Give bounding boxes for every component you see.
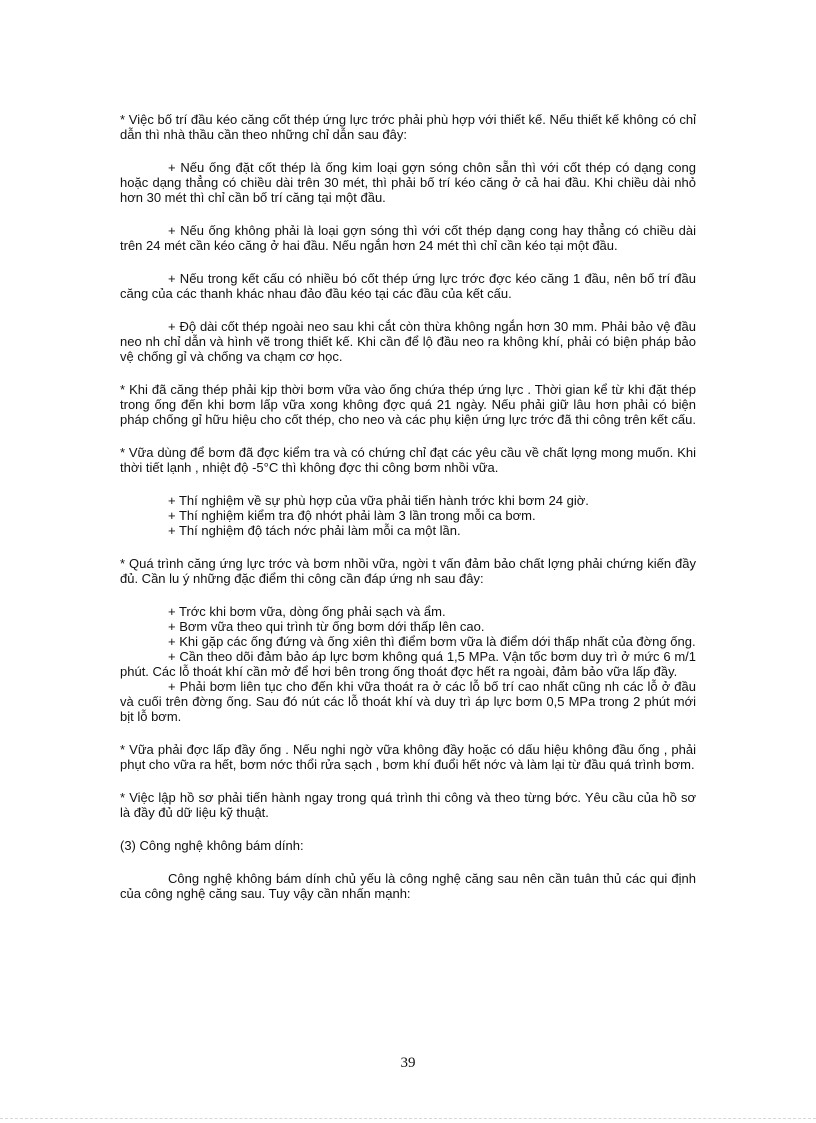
list-grout-tests	[120, 493, 696, 538]
paragraph-multiple-tendons: + Nếu trong kết cấu có nhiều bó cốt thép ứng lực trớc đợc kéo căng 1 đầu, nên bố trí đầu căng của các thanh khác nhau đảo đầu kéo tại các đầu của kết cấu.	[120, 271, 696, 301]
list-item: + Cần theo dõi đảm bảo áp lực bơm không quá 1,5 MPa. Vận tốc bơm duy trì ở mức 6 m/1 phút. Các lỗ thoát khí cần mở để hơi bên trong ống thoát đợc hết ra ngoài, đảm bảo vữa lấp đầy.	[120, 649, 696, 679]
list-item: + Thí nghiệm kiểm tra độ nhớt phải làm 3 lần trong mỗi ca bơm.	[168, 508, 536, 523]
paragraph-corrugated-duct: + Nếu ống đặt cốt thép là ống kim loại gợn sóng chôn sẵn thì với cốt thép có dạng cong hoặc dạng thẳng có chiều dài trên 30 mét, thì phải bố trí kéo căng ở cả hai đầu. Khi chiều dài nhỏ hơn 30 mét thì chỉ cần bố trí căng tại một đầu.	[120, 160, 696, 205]
list-item: + Phải bơm liên tục cho đến khi vữa thoát ra ở các lỗ bố trí cao nhất cũng nh các lỗ ở đầu và cuối trên đờng ống. Sau đó nút các lỗ thoát khí và duy trì áp lực bơm 0,5 MPa trong 2 phút mới bịt lỗ bơm.	[120, 679, 696, 724]
paragraph-anchor-protection: + Độ dài cốt thép ngoài neo sau khi cắt còn thừa không ngắn hơn 30 mm. Phải bảo vệ đầu neo nh chỉ dẫn và hình vẽ trong thiết kế. Khi cần để lộ đầu neo ra không khí, phải có biện pháp bảo vệ chống gỉ và chống va chạm cơ học.	[120, 319, 696, 364]
paragraph-records: * Việc lập hồ sơ phải tiến hành ngay trong quá trình thi công và theo từng bớc. Yêu cầu của hồ sơ là đầy đủ dữ liệu kỹ thuật.	[120, 790, 696, 820]
section-heading: (3) Công nghệ không bám dính:	[120, 838, 304, 853]
page-bottom-divider	[0, 1118, 816, 1119]
paragraph-unbonded: Công nghệ không bám dính chủ yếu là công nghệ căng sau nên cần tuân thủ các qui định của công nghệ căng sau. Tuy vậy cần nhấn mạnh:	[120, 871, 696, 901]
list-item: + Thí nghiệm độ tách nớc phải làm mỗi ca một lần.	[168, 523, 461, 538]
paragraph-anchor-layout: * Việc bố trí đầu kéo căng cốt thép ứng lực trớc phải phù hợp với thiết kế. Nếu thiết kế không có chỉ dẫn thì nhà thầu cần theo những chỉ dẫn sau đây:	[120, 112, 696, 142]
list-item: + Trớc khi bơm vữa, dòng ống phải sạch và ẩm.	[168, 604, 446, 619]
list-grouting-requirements	[120, 604, 696, 724]
list-item: + Thí nghiệm về sự phù hợp của vữa phải tiến hành trớc khi bơm 24 giờ.	[168, 493, 589, 508]
list-item: + Bơm vữa theo qui trình từ ống bơm dới thấp lên cao.	[168, 619, 485, 634]
paragraph-non-corrugated-duct: + Nếu ống không phải là loại gợn sóng thì với cốt thép dạng cong hay thẳng có chiều dài trên 24 mét cần kéo căng ở hai đầu. Nếu ngắn hơn 24 mét thì chỉ cần kéo tại một đầu.	[120, 223, 696, 253]
page-content	[120, 112, 696, 919]
paragraph-grout-fill: * Vữa phải đợc lấp đầy ống . Nếu nghi ngờ vữa không đầy hoặc có dấu hiệu không đầu ống , phải phụt cho vữa ra hết, bơm nớc thổi rửa sạch , bơm khí đuổi hết nớc và làm lại từ đầu quá trình bơm.	[120, 742, 696, 772]
list-item: + Khi gặp các ống đứng và ống xiên thì điểm bơm vữa là điểm dới thấp nhất của đờng ống.	[168, 634, 696, 649]
paragraph-grouting-time: * Khi đã căng thép phải kịp thời bơm vữa vào ống chứa thép ứng lực . Thời gian kể từ khi đặt thép trong ống đến khi bơm lấp vữa xong không đợc quá 21 ngày. Nếu phải giữ lâu hơn phải có biện pháp chống gỉ hữu hiệu cho cốt thép, cho neo và các phụ kiện ứng lực trớc đã thi công trên kết cấu.	[120, 382, 696, 427]
paragraph-grout-quality: * Vữa dùng để bơm đã đợc kiểm tra và có chứng chỉ đạt các yêu cầu về chất lợng mong muốn. Khi thời tiết lạnh , nhiệt độ -5°C thì không đợc thi công bơm nhồi vữa.	[120, 445, 696, 475]
paragraph-grouting-process: * Quá trình căng ứng lực trớc và bơm nhồi vữa, ngời t vấn đảm bảo chất lợng phải chứng kiến đầy đủ. Cần lu ý những đặc điểm thi công cần đáp ứng nh sau đây:	[120, 556, 696, 586]
page-number: 39	[400, 1055, 416, 1071]
